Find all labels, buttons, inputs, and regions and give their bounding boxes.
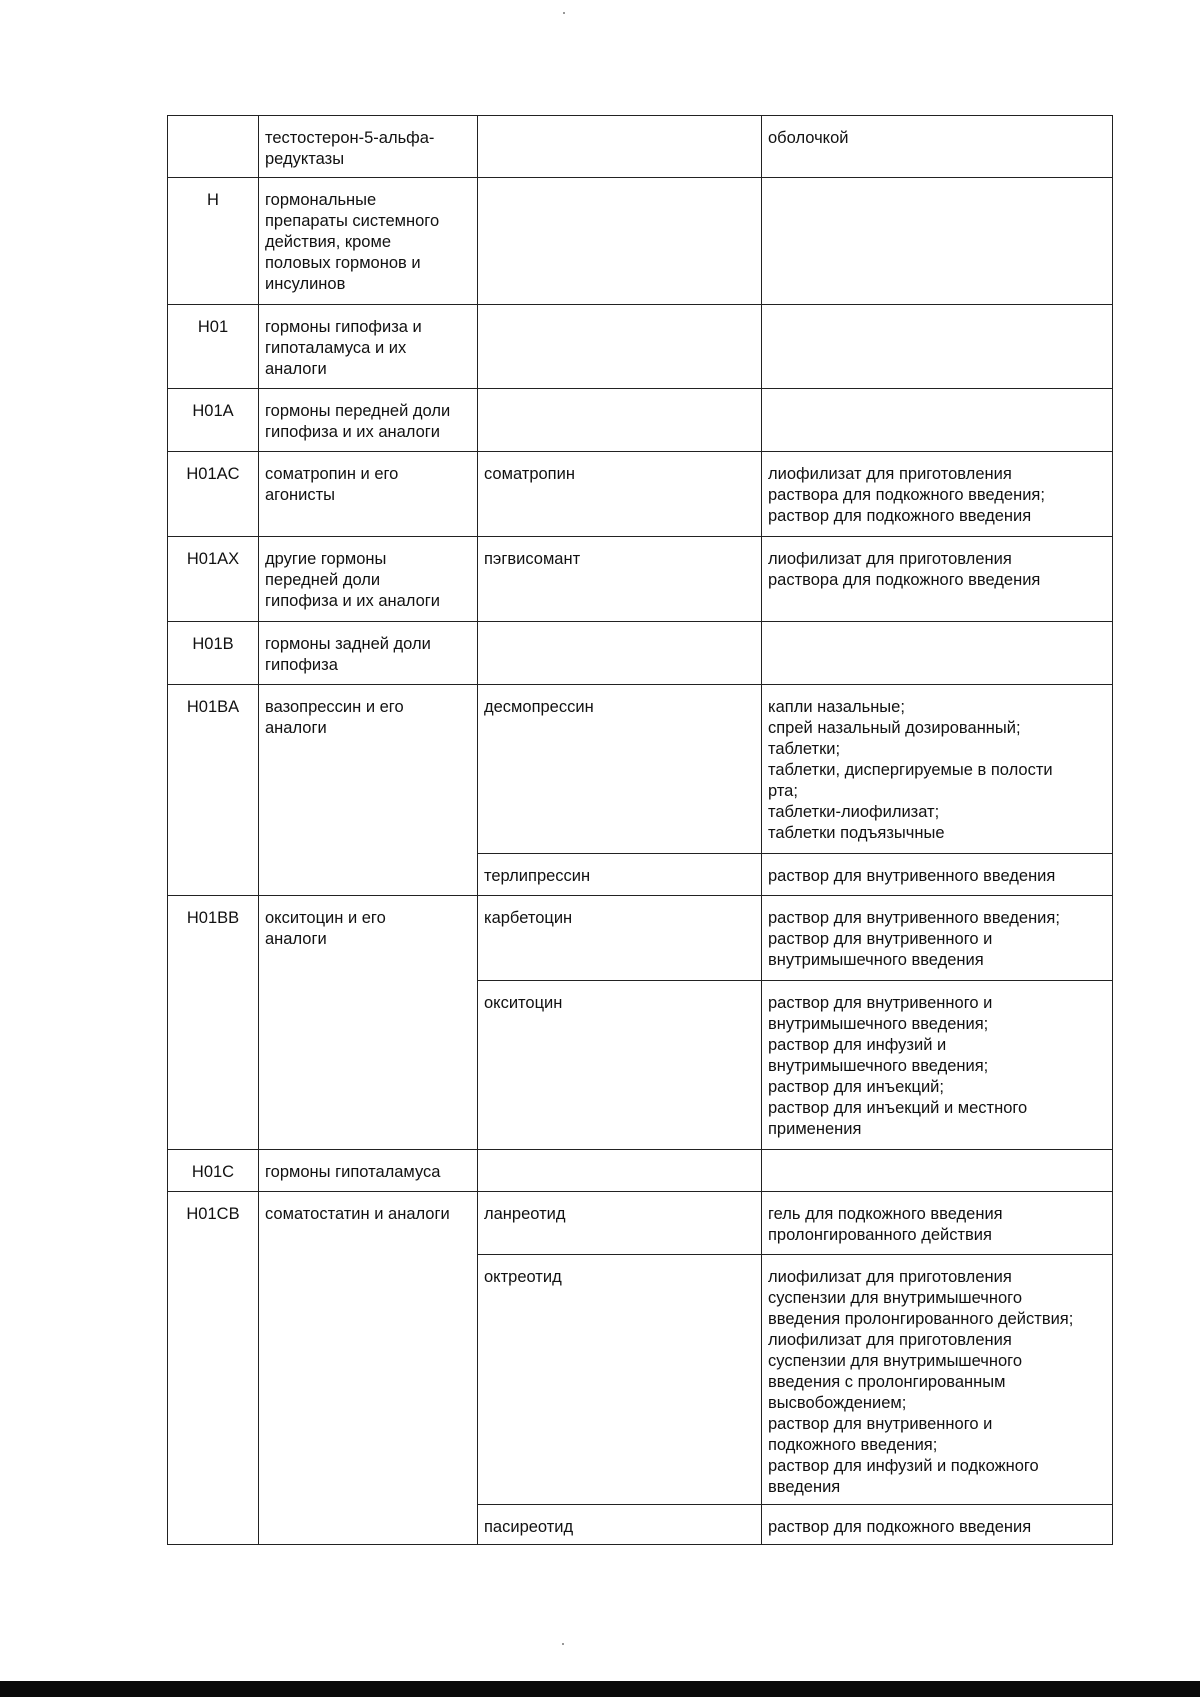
substance-name-cell (478, 116, 762, 178)
cell-text-line: введения (768, 1478, 841, 1496)
table-row (168, 116, 1113, 178)
cell-text-line: раствор для внутривенного и (768, 994, 993, 1012)
dosage-form-cell (762, 896, 1113, 981)
cell-text-line: гормоны гипофиза и (265, 318, 422, 336)
cell-text-line: суспензии для внутримышечного (768, 1352, 1023, 1370)
cell-text-line: H01BA (186, 698, 240, 716)
cell-text-line: десмопрессин (484, 698, 594, 716)
cell-text-line: таблетки; (768, 740, 841, 758)
dosage-form-cell (762, 1505, 1113, 1545)
table-row (168, 685, 1113, 854)
dosage-form-cell (762, 116, 1113, 178)
cell-text-line: введения пролонгированного действия; (768, 1310, 1074, 1328)
substance-name-cell (478, 685, 762, 854)
table-row (168, 896, 1113, 981)
cell-text-line: раствор для подкожного введения (768, 1518, 1032, 1536)
cell-text-line: агонисты (265, 486, 336, 504)
table-row (168, 389, 1113, 452)
cell-text-line: раствор для подкожного введения (768, 507, 1032, 525)
dosage-form-cell (762, 178, 1113, 305)
atc-code-cell (168, 389, 259, 452)
cell-text-line: внутримышечного введения; (768, 1057, 989, 1075)
cell-text-line: окситоцин и его (265, 909, 386, 927)
cell-text-line: тестостерон-5-альфа- (265, 129, 435, 147)
dosage-form-cell (762, 305, 1113, 389)
atc-code-cell (168, 537, 259, 622)
anatomical-therapeutic-group-cell (259, 452, 478, 537)
anatomical-therapeutic-group-cell (259, 896, 478, 1150)
cell-text-line: капли назальные; (768, 698, 905, 716)
cell-text-line: пасиреотид (484, 1518, 574, 1536)
cell-text-line: суспензии для внутримышечного (768, 1289, 1023, 1307)
dosage-form-cell (762, 1255, 1113, 1505)
cell-text-line: гормоны передней доли (265, 402, 451, 420)
table-row (168, 305, 1113, 389)
anatomical-therapeutic-group-cell (259, 622, 478, 685)
cell-text-line: соматропин и его (265, 465, 399, 483)
atc-code-cell (168, 452, 259, 537)
cell-text-line: гипофиза (265, 656, 338, 674)
cell-text-line: карбетоцин (484, 909, 573, 927)
table-row (168, 537, 1113, 622)
cell-text-line: H (207, 191, 219, 209)
cell-text-line: внутримышечного введения; (768, 1015, 989, 1033)
cell-text-line: раствор для внутривенного и (768, 1415, 993, 1433)
cell-text-line: H01CB (186, 1205, 240, 1223)
cell-text-line: окситоцин (484, 994, 563, 1012)
cell-text-line: таблетки подъязычные (768, 824, 945, 842)
substance-name-cell (478, 537, 762, 622)
cell-text-line: аналоги (265, 719, 327, 737)
substance-name-cell (478, 178, 762, 305)
atc-code-cell (168, 116, 259, 178)
substance-name-cell (478, 452, 762, 537)
atc-code-cell (168, 685, 259, 896)
cell-text-line: H01C (191, 1163, 235, 1181)
cell-text-line: гормоны гипоталамуса (265, 1163, 441, 1181)
cell-text-line: терлипрессин (484, 867, 591, 885)
anatomical-therapeutic-group-cell (259, 389, 478, 452)
dosage-form-cell (762, 537, 1113, 622)
cell-text-line: спрей назальный дозированный; (768, 719, 1021, 737)
table-row (168, 1150, 1113, 1192)
cell-text-line: высвобождением; (768, 1394, 907, 1412)
atc-code-cell (168, 622, 259, 685)
cell-text-line: гель для подкожного введения (768, 1205, 1003, 1223)
cell-text-line: H01AX (186, 550, 240, 568)
cell-text-line: раствор для внутривенного и (768, 930, 993, 948)
anatomical-therapeutic-group-cell (259, 1192, 478, 1545)
cell-text-line: лиофилизат для приготовления (768, 465, 1012, 483)
cell-text-line: введения с пролонгированным (768, 1373, 1006, 1391)
cell-text-line: ланреотид (484, 1205, 566, 1223)
substance-name-cell (478, 1505, 762, 1545)
cell-text-line: таблетки, диспергируемые в полости (768, 761, 1053, 779)
substance-name-cell (478, 1150, 762, 1192)
cell-text-line: H01B (192, 635, 234, 653)
dosage-form-cell (762, 685, 1113, 854)
table-row (168, 1192, 1113, 1255)
cell-text-line: редуктазы (265, 150, 345, 168)
cell-text-line: октреотид (484, 1268, 562, 1286)
cell-text-line: лиофилизат для приготовления (768, 550, 1012, 568)
cell-text-line: лиофилизат для приготовления (768, 1331, 1012, 1349)
cell-text-line: соматостатин и аналоги (265, 1205, 450, 1223)
cell-text-line: гормоны задней доли (265, 635, 431, 653)
cell-text-line: действия, кроме (265, 233, 392, 251)
cell-text-line: внутримышечного введения (768, 951, 984, 969)
table-row (168, 452, 1113, 537)
anatomical-therapeutic-group-cell (259, 685, 478, 896)
cell-text-line: лиофилизат для приготовления (768, 1268, 1012, 1286)
cell-text-line: таблетки-лиофилизат; (768, 803, 940, 821)
atc-code-cell (168, 1192, 259, 1545)
cell-text-line: H01AC (186, 465, 240, 483)
anatomical-therapeutic-group-cell (259, 116, 478, 178)
scan-speck (563, 12, 565, 14)
substance-name-cell (478, 896, 762, 981)
cell-text-line: гормональные (265, 191, 377, 209)
cell-text-line: раствора для подкожного введения; (768, 486, 1045, 504)
atc-code-cell (168, 178, 259, 305)
cell-text-line: аналоги (265, 360, 327, 378)
atc-code-cell (168, 305, 259, 389)
cell-text-line: препараты системного (265, 212, 440, 230)
substance-name-cell (478, 1255, 762, 1505)
dosage-form-cell (762, 622, 1113, 685)
anatomical-therapeutic-group-cell (259, 305, 478, 389)
scan-edge-bar (0, 1681, 1200, 1697)
cell-text-line: оболочкой (768, 129, 849, 147)
cell-text-line: раствора для подкожного введения (768, 571, 1041, 589)
cell-text-line: другие гормоны (265, 550, 387, 568)
cell-text-line: H01A (192, 402, 234, 420)
cell-text-line: раствор для инъекций и местного (768, 1099, 1028, 1117)
cell-text-line: вазопрессин и его (265, 698, 404, 716)
dosage-form-cell (762, 1150, 1113, 1192)
cell-text-line: подкожного введения; (768, 1436, 938, 1454)
cell-text-line: раствор для внутривенного введения (768, 867, 1056, 885)
cell-text-line: применения (768, 1120, 862, 1138)
cell-text-line: раствор для инфузий и (768, 1036, 947, 1054)
cell-text-line: инсулинов (265, 275, 346, 293)
atc-code-cell (168, 896, 259, 1150)
cell-text-line: раствор для инъекций; (768, 1078, 944, 1096)
cell-text-line: половых гормонов и (265, 254, 421, 272)
cell-text-line: пэгвисомант (484, 550, 581, 568)
substance-name-cell (478, 981, 762, 1150)
cell-text-line: гипоталамуса и их (265, 339, 407, 357)
anatomical-therapeutic-group-cell (259, 537, 478, 622)
cell-text-line: гипофиза и их аналоги (265, 423, 441, 441)
table-row (168, 622, 1113, 685)
dosage-form-cell (762, 452, 1113, 537)
substance-name-cell (478, 622, 762, 685)
cell-text-line: раствор для инфузий и подкожного (768, 1457, 1039, 1475)
substance-name-cell (478, 305, 762, 389)
substance-name-cell (478, 389, 762, 452)
dosage-form-cell (762, 389, 1113, 452)
scan-speck (562, 1643, 564, 1645)
dosage-form-cell (762, 981, 1113, 1150)
cell-text-line: раствор для внутривенного введения; (768, 909, 1060, 927)
table-body (168, 116, 1113, 1545)
cell-text-line: пролонгированного действия (768, 1226, 992, 1244)
drug-classification-table (167, 115, 1113, 1545)
cell-text-line: аналоги (265, 930, 327, 948)
cell-text-line: H01 (197, 318, 229, 336)
cell-text-line: рта; (768, 782, 798, 800)
dosage-form-cell (762, 1192, 1113, 1255)
anatomical-therapeutic-group-cell (259, 178, 478, 305)
cell-text-line: передней доли (265, 571, 381, 589)
cell-text-line: соматропин (484, 465, 575, 483)
anatomical-therapeutic-group-cell (259, 1150, 478, 1192)
substance-name-cell (478, 854, 762, 896)
atc-code-cell (168, 1150, 259, 1192)
dosage-form-cell (762, 854, 1113, 896)
cell-text-line: H01BB (186, 909, 240, 927)
table-row (168, 178, 1113, 305)
substance-name-cell (478, 1192, 762, 1255)
cell-text-line: гипофиза и их аналоги (265, 592, 441, 610)
